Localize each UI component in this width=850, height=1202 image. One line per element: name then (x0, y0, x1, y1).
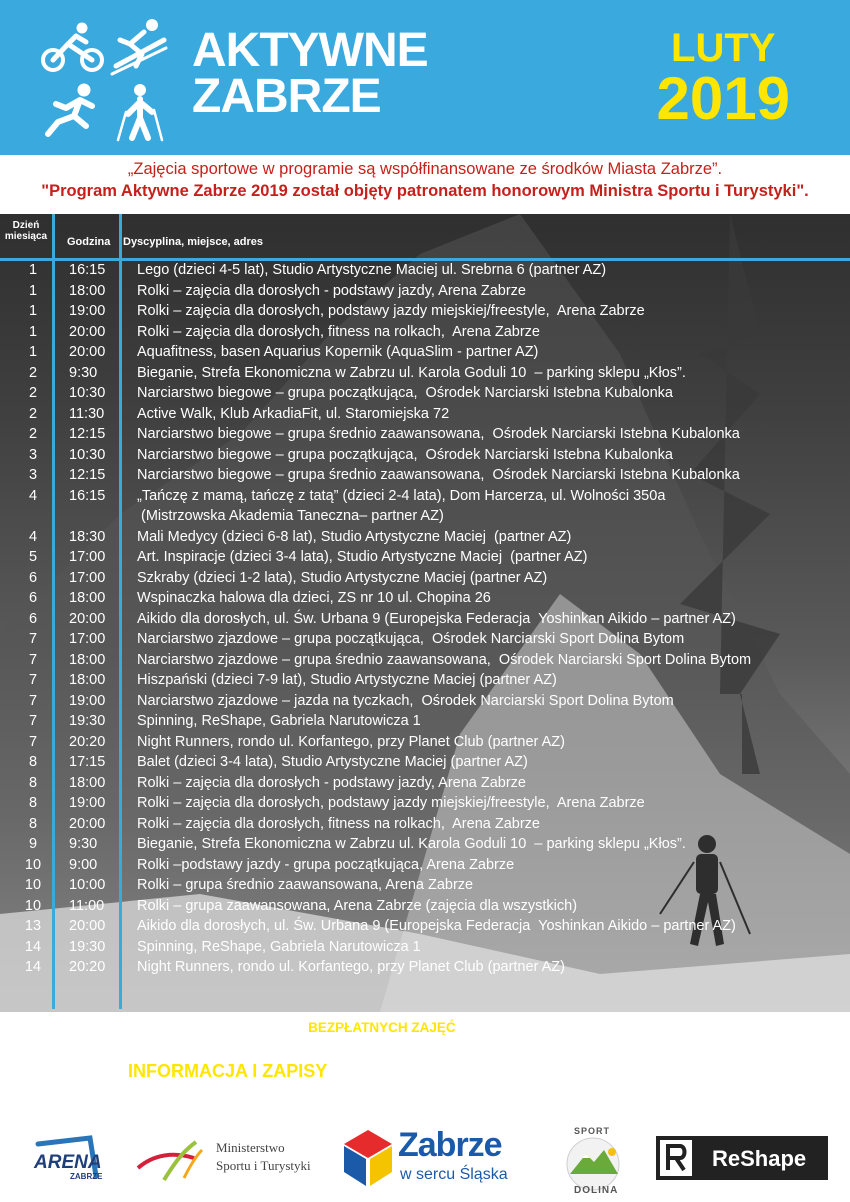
table-row (0, 383, 850, 404)
skier-icon (108, 18, 170, 80)
row-time: 20:00 (69, 344, 106, 360)
arena-sub-text: ZABRZE (70, 1172, 103, 1181)
footer-line-2: Z TRENEREM LUB INSTRUKTOREM DANEJ DYSCYPLINY. (238, 1040, 612, 1055)
row-activity: Rolki – zajęcia dla dorosłych - podstawy jazdy, Arena Zabrze (137, 774, 527, 791)
table-row (0, 711, 850, 732)
table-row (0, 588, 850, 609)
col-header-time: Godzina (67, 236, 111, 248)
row-time: 18:00 (69, 590, 106, 606)
row-activity: Bieganie, Strefa Ekonomiczna w Zabrzu ul. Karola Goduli 10 – parking sklepu „Kłos”. (137, 364, 686, 381)
row-activity: Rolki – zajęcia dla dorosłych - podstawy jazdy, Arena Zabrze (137, 282, 527, 299)
table-row (0, 834, 850, 855)
row-day: 7 (28, 713, 38, 729)
row-day: 2 (28, 426, 38, 442)
table-row (0, 937, 850, 958)
table-row (0, 363, 850, 384)
program-title (192, 24, 428, 123)
zabrze-text: Zabrze (398, 1126, 502, 1164)
row-day: 14 (24, 938, 42, 955)
row-time: 19:00 (69, 692, 106, 709)
table-row (0, 732, 850, 753)
row-time: 11:30 (69, 405, 105, 422)
dolina-text-2: DOLINA (574, 1185, 619, 1196)
row-activity: Spinning, ReShape, Gabriela Narutowicza 1 (137, 713, 421, 729)
row-day: 4 (28, 528, 38, 545)
table-row (0, 875, 850, 896)
row-activity-continued: (Mistrzowska Akademia Taneczna– partner AZ) (137, 508, 444, 524)
row-day: 4 (28, 487, 38, 504)
row-time: 10:30 (69, 446, 106, 463)
row-day: 6 (28, 590, 38, 606)
row-activity: Bieganie, Strefa Ekonomiczna w Zabrzu ul. Karola Goduli 10 – parking sklepu „Kłos”. (137, 836, 686, 852)
row-time: 17:15 (69, 754, 106, 770)
row-day: 1 (28, 282, 38, 299)
row-day: 9 (28, 836, 38, 852)
row-activity: Rolki – zajęcia dla dorosłych, fitness na rolkach, Arena Zabrze (137, 815, 540, 832)
row-time: 16:15 (69, 487, 106, 504)
row-activity: Wspinaczka halowa dla dzieci, ZS nr 10 ul. Chopina 26 (137, 590, 491, 606)
nordic-walker-icon (114, 82, 170, 142)
table-row (0, 650, 850, 671)
sponsor-line-2: "Program Aktywne Zabrze 2019 został objęty patronatem honorowym Ministra Sportu i Turystyki". (41, 182, 809, 200)
arena-zabrze-logo (30, 1132, 110, 1188)
row-day: 3 (28, 446, 38, 463)
row-activity: Aquafitness, basen Aquarius Kopernik (AquaSlim - partner AZ) (137, 344, 539, 360)
table-row (0, 752, 850, 773)
row-activity: Aikido dla dorosłych, ul. Św. Urbana 9 (Europejska Federacja Yoshinkan Aikido – partner AZ) (137, 918, 736, 934)
table-row (0, 445, 850, 466)
reshape-text: ReShape (712, 1146, 807, 1171)
row-time: 20:20 (69, 733, 106, 750)
table-row (0, 486, 850, 527)
row-time: 10:30 (69, 385, 106, 401)
row-time: 9:30 (69, 836, 98, 852)
schedule-rows (0, 260, 850, 978)
table-row (0, 629, 850, 650)
footer-info (0, 1018, 850, 1108)
table-row (0, 260, 850, 281)
table-row (0, 896, 850, 917)
row-activity: Rolki – grupa zaawansowana, Arena Zabrze (zajęcia dla wszystkich) (137, 897, 578, 914)
sponsor-line-1: „Zajęcia sportowe w programie są współfinansowane ze środków Miasta Zabrze”. (127, 160, 723, 178)
row-activity: Narciarstwo biegowe – grupa początkująca, Ośrodek Narciarski Istebna Kubalonka (137, 446, 673, 463)
row-activity: Narciarstwo biegowe – grupa średnio zaawansowana, Ośrodek Narciarski Istebna Kubalonka (137, 426, 740, 442)
table-row (0, 916, 850, 937)
sport-dolina-logo (558, 1122, 628, 1200)
row-day: 7 (28, 733, 38, 750)
row-day: 7 (28, 631, 38, 647)
row-day: 10 (24, 856, 42, 873)
reshape-logo (656, 1136, 828, 1180)
row-day: 5 (28, 549, 38, 565)
row-time: 20:00 (69, 610, 106, 627)
table-row (0, 855, 850, 876)
table-row (0, 773, 850, 794)
row-activity: Narciarstwo zjazdowe – grupa początkująca, Ośrodek Narciarski Sport Dolina Bytom (137, 631, 685, 647)
col-header-discipline: Dyscyplina, miejsce, adres (123, 236, 264, 248)
table-row (0, 281, 850, 302)
table-row (0, 404, 850, 425)
row-activity: Hiszpański (dzieci 7-9 lat), Studio Artystyczne Maciej (partner AZ) (137, 672, 557, 688)
row-day: 1 (28, 303, 38, 319)
row-day: 8 (28, 795, 38, 811)
year-label: 2019 (656, 65, 790, 132)
row-time: 12:15 (69, 467, 106, 483)
row-activity: Rolki – zajęcia dla dorosłych, podstawy jazdy miejskiej/freestyle, Arena Zabrze (137, 303, 645, 319)
row-time: 18:00 (69, 774, 106, 791)
table-row (0, 568, 850, 589)
row-time: 20:00 (69, 323, 106, 340)
schedule-table (0, 214, 850, 1012)
row-activity: Rolki – grupa średnio zaawansowana, Arena Zabrze (137, 877, 474, 893)
row-time: 18:00 (69, 672, 106, 688)
table-row (0, 465, 850, 486)
runner-icon (40, 82, 102, 138)
row-activity: Night Runners, rondo ul. Korfantego, przy Planet Club (partner AZ) (137, 959, 565, 975)
row-day: 8 (28, 774, 38, 791)
row-activity: Mali Medycy (dzieci 6-8 lat), Studio Artystyczne Maciej (partner AZ) (137, 528, 572, 545)
ministry-logo (134, 1134, 324, 1184)
table-row (0, 424, 850, 445)
row-time: 20:00 (69, 918, 106, 934)
footer-line-3-highlight: INFORMACJA I ZAPISY (127, 1061, 327, 1081)
ministry-text-1: Ministerstwo (216, 1140, 285, 1155)
row-time: 12:15 (69, 426, 106, 442)
row-day: 1 (28, 262, 38, 278)
sport-icons (40, 18, 170, 143)
row-activity: Narciarstwo zjazdowe – jazda na tyczkach, Ośrodek Narciarski Sport Dolina Bytom (137, 692, 674, 709)
row-day: 7 (28, 692, 38, 709)
row-activity: Balet (dzieci 3-4 lata), Studio Artystyczne Maciej (partner AZ) (137, 754, 528, 770)
row-time: 9:30 (69, 364, 98, 381)
row-time: 17:00 (69, 549, 106, 565)
row-day: 3 (28, 467, 38, 483)
footer-line-3-b: PRZYJMUJE PUNKT INFORMACJI O MIEŚCIE (326, 1061, 723, 1081)
arena-text: ARENA (34, 1152, 102, 1173)
row-time: 18:00 (69, 651, 106, 668)
row-time: 20:00 (69, 815, 106, 832)
footer-line-3 (0, 1058, 850, 1084)
row-activity: Spinning, ReShape, Gabriela Narutowicza 1 (137, 938, 421, 955)
table-row (0, 301, 850, 322)
table-row (0, 527, 850, 548)
dolina-text-1: SPORT (574, 1126, 611, 1136)
footer-phone: TEL. 32 271-72-76 (349, 1086, 501, 1106)
row-activity: Art. Inspiracje (dzieci 3-4 lata), Studio Artystyczne Maciej (partner AZ) (137, 549, 588, 565)
row-time: 16:15 (69, 262, 106, 278)
row-time: 18:30 (69, 528, 106, 545)
row-time: 19:30 (69, 938, 106, 955)
footer-line-1-a: AKTYWNE ZABRZE - PROGRAM (95, 1020, 309, 1035)
footer-line-1-highlight: BEZPŁATNYCH ZAJĘĆ (308, 1020, 456, 1035)
table-row (0, 793, 850, 814)
footer-line-1 (0, 1018, 850, 1038)
table-row (0, 670, 850, 691)
row-day: 2 (28, 385, 38, 401)
row-time: 9:00 (69, 856, 98, 873)
row-day: 7 (28, 651, 38, 668)
row-activity: Rolki –podstawy jazdy - grupa początkująca, Arena Zabrze (137, 856, 515, 873)
row-day: 14 (24, 959, 42, 975)
row-activity: Aikido dla dorosłych, ul. Św. Urbana 9 (Europejska Federacja Yoshinkan Aikido – partner AZ) (137, 610, 736, 627)
table-row (0, 322, 850, 343)
table-row (0, 691, 850, 712)
row-activity: Active Walk, Klub ArkadiaFit, ul. Staromiejska 72 (137, 405, 450, 422)
row-day: 10 (24, 877, 42, 893)
row-activity: Szkraby (dzieci 1-2 lata), Studio Artystyczne Maciej (partner AZ) (137, 569, 548, 586)
row-time: 10:00 (69, 877, 106, 893)
table-row (0, 342, 850, 363)
row-day: 10 (24, 897, 42, 914)
row-activity: Rolki – zajęcia dla dorosłych, podstawy jazdy miejskiej/freestyle, Arena Zabrze (137, 795, 645, 811)
title-line-2: ZABRZE (192, 70, 381, 123)
partner-logos (0, 1114, 850, 1202)
zabrze-city-logo (342, 1126, 512, 1196)
row-activity: Narciarstwo zjazdowe – grupa średnio zaawansowana, Ośrodek Narciarski Sport Dolina Bytom (137, 651, 752, 668)
table-row (0, 609, 850, 630)
header-banner (0, 0, 850, 155)
row-day: 6 (28, 569, 38, 586)
row-day: 2 (28, 405, 38, 422)
ministry-text-2: Sportu i Turystyki (216, 1158, 311, 1173)
zabrze-slogan: w sercu Śląska (400, 1166, 508, 1183)
sponsor-note (0, 158, 850, 202)
table-row (0, 547, 850, 568)
row-activity: Night Runners, rondo ul. Korfantego, przy Planet Club (partner AZ) (137, 733, 565, 750)
table-row (0, 957, 850, 978)
row-time: 19:30 (69, 713, 106, 729)
row-activity: Rolki – zajęcia dla dorosłych, fitness na rolkach, Arena Zabrze (137, 323, 540, 340)
title-line-1: AKTYWNE (192, 24, 428, 77)
month-label: LUTY (671, 26, 776, 70)
row-day: 8 (28, 754, 38, 770)
row-day: 6 (28, 610, 38, 627)
row-day: 1 (28, 344, 38, 360)
row-day: 8 (28, 815, 38, 832)
row-time: 19:00 (69, 303, 106, 319)
row-time: 17:00 (69, 631, 106, 647)
cyclist-icon (40, 22, 106, 74)
row-time: 19:00 (69, 795, 106, 811)
row-activity: Lego (dzieci 4-5 lat), Studio Artystyczne Maciej ul. Srebrna 6 (partner AZ) (137, 262, 607, 278)
row-day: 2 (28, 364, 38, 381)
row-day: 1 (28, 323, 38, 340)
row-day: 13 (24, 918, 42, 934)
schedule-date (657, 28, 790, 130)
row-day: 7 (28, 672, 38, 688)
footer-line-1-c: SPORTOWYCH DLA MIESZKAŃCÓW ZABRZA (455, 1020, 755, 1035)
table-row (0, 814, 850, 835)
row-activity: Narciarstwo biegowe – grupa początkująca, Ośrodek Narciarski Istebna Kubalonka (137, 385, 673, 401)
row-time: 17:00 (69, 569, 106, 586)
row-activity: Narciarstwo biegowe – grupa średnio zaawansowana, Ośrodek Narciarski Istebna Kubalonka (137, 467, 740, 483)
row-time: 11:00 (69, 897, 105, 914)
row-time: 20:20 (69, 959, 106, 975)
col-header-day: Dzień miesiąca (4, 220, 48, 242)
row-time: 18:00 (69, 282, 106, 299)
row-activity: „Tańczę z mamą, tańczę z tatą” (dzieci 2-4 lata), Dom Harcerza, ul. Wolności 350a (137, 487, 666, 504)
